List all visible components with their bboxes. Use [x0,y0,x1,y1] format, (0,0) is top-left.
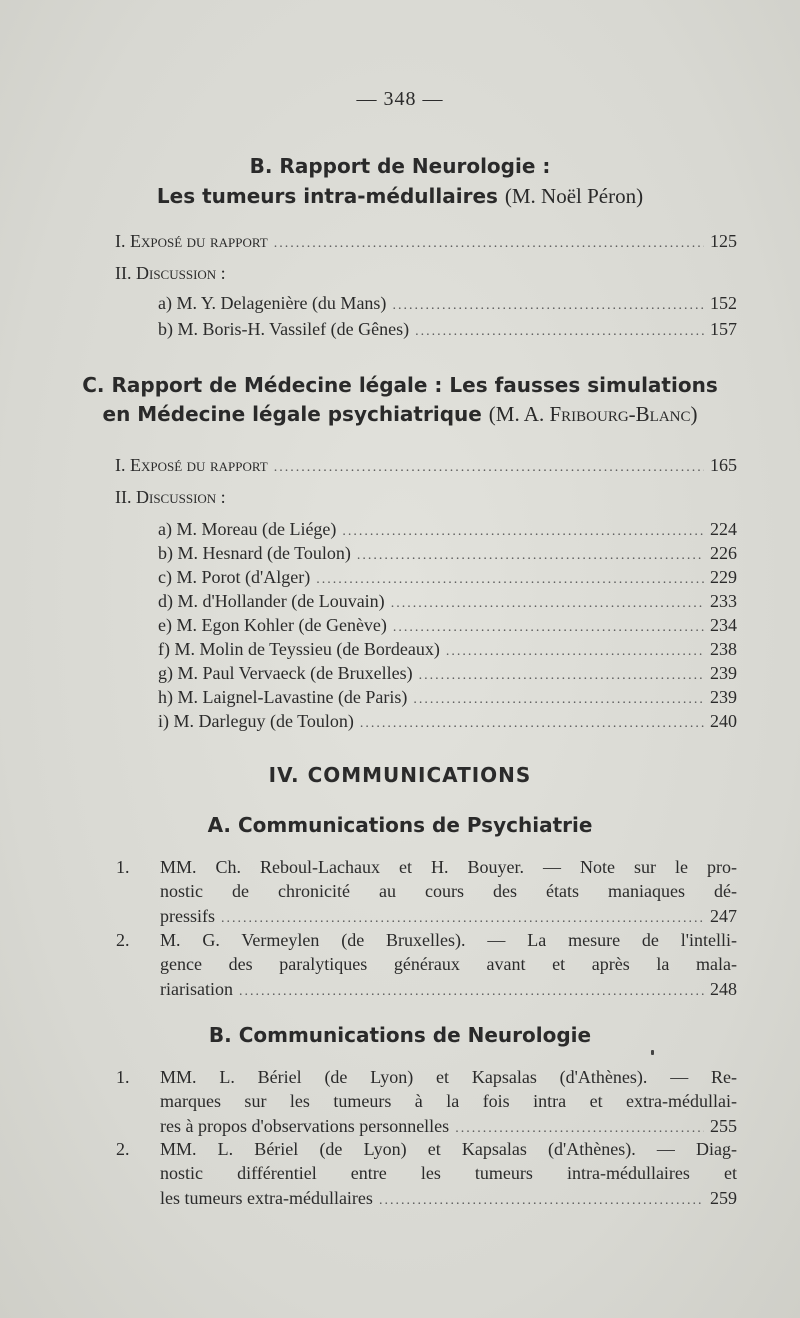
bullet-mark [651,1050,654,1055]
entry-page: 247 [710,906,737,926]
entry-line: nostic différentiel entre les tumeurs intra-médullaires et [160,1163,737,1183]
communication-entry [116,855,737,932]
toc-entry-page: 234 [710,615,737,635]
page-number: — 348 — [356,88,444,110]
toc-entry [158,316,737,345]
entry-page: 248 [710,979,737,999]
entry-line: gence des paralytiques généraux avant et après la mala- [160,954,737,974]
toc-entry-page: 239 [710,687,737,707]
toc-entry-label: b) M. Hesnard (de Toulon) [158,543,351,563]
toc-entry-page: 226 [710,543,737,563]
entry-number: 1. [116,1067,130,1087]
entry-line: M. G. Vermeylen (de Bruxelles). — La mesure de l'intelli- [160,930,737,950]
toc-heading-discussion: II. Discussion : [115,487,226,507]
toc-entry [115,452,737,481]
entry-last-text: pressifs [160,906,215,926]
entry-number: 2. [116,1139,130,1159]
section-c-title: C. Rapport de Médecine légale : Les fausses simulations [82,373,718,397]
leader-dots [274,231,704,257]
leader-dots [239,979,704,1005]
entry-number: 1. [116,857,130,877]
entry-last-text: res à propos d'observations personnelles [160,1116,450,1136]
entry-line: MM. Ch. Reboul-Lachaux et H. Bouyer. — Note sur le pro- [160,857,737,877]
toc-entry-label: h) M. Laignel-Lavastine (de Paris) [158,687,408,707]
entry-last-text: les tumeurs extra-médullaires [160,1188,373,1208]
toc-entry-page: 157 [710,319,737,339]
entry-page: 259 [710,1188,737,1208]
neurologie-title: B. Communications de Neurologie [208,1023,592,1047]
toc-entry-label: d) M. d'Hollander (de Louvain) [158,591,385,611]
section-c-subtitle [0,398,800,430]
toc-entry-label: i) M. Darleguy (de Toulon) [158,711,354,731]
entry-page: 255 [710,1116,737,1136]
entry-last-line [160,1185,737,1214]
section-b-subtitle-text: Les tumeurs intra-médullaires [156,184,498,208]
toc-entry-label: f) M. Molin de Teyssieu (de Bordeaux) [158,639,440,659]
entry-last-text: riarisation [160,979,233,999]
entry-number: 2. [116,930,130,950]
section-c-author: (M. A. Fribourg-Blanc) [488,402,698,426]
toc-entry [158,708,737,737]
toc-entry-page: 152 [710,293,737,313]
section-b-title: B. Rapport de Neurologie : [249,154,551,178]
entry-last-line [160,976,737,1005]
toc-entry [158,290,737,319]
toc-entry-label: g) M. Paul Vervaeck (de Bruxelles) [158,663,413,683]
toc-heading-discussion: II. Discussion : [115,263,226,283]
section-c-subtitle-text: en Médecine légale psychiatrique [102,402,482,426]
toc-entry-page: 224 [710,519,737,539]
toc-entry-label: a) M. Moreau (de Liége) [158,519,337,539]
communication-entry [116,928,737,1005]
toc-entry-label: b) M. Boris-H. Vassilef (de Gênes) [158,319,410,339]
toc-entry-page: 229 [710,567,737,587]
entry-line: MM. L. Bériel (de Lyon) et Kapsalas (d'Athènes). — Diag- [160,1139,737,1159]
entry-line: marques sur les tumeurs à la fois intra et extra-médullai- [160,1091,737,1111]
toc-entry [115,228,737,257]
leader-dots [360,711,704,737]
toc-entry-label: I. Exposé du rapport [115,231,268,251]
toc-entry-label: e) M. Egon Kohler (de Genève) [158,615,387,635]
leader-dots [379,1188,704,1214]
communication-entry [116,1065,737,1142]
leader-dots [274,455,704,481]
toc-entry-page: 239 [710,663,737,683]
toc-entry-label: a) M. Y. Delagenière (du Mans) [158,293,387,313]
toc-entry-page: 233 [710,591,737,611]
communications-heading: IV. COMMUNICATIONS [268,763,532,787]
entry-line: MM. L. Bériel (de Lyon) et Kapsalas (d'Athènes). — Re- [160,1067,737,1087]
toc-entry-page: 240 [710,711,737,731]
toc-entry-label: c) M. Porot (d'Alger) [158,567,311,587]
toc-entry-label: I. Exposé du rapport [115,455,268,475]
entry-line: nostic de chronicité au cours des états maniaques dé- [160,881,737,901]
section-b-subtitle [0,180,800,212]
toc-entry-page: 238 [710,639,737,659]
toc-entry-page: 165 [710,455,737,475]
toc-entry-page: 125 [710,231,737,251]
section-b-author: (M. Noël Péron) [504,184,644,208]
psychiatrie-title: A. Communications de Psychiatrie [207,813,593,837]
communication-entry [116,1137,737,1214]
leader-dots [415,319,704,345]
